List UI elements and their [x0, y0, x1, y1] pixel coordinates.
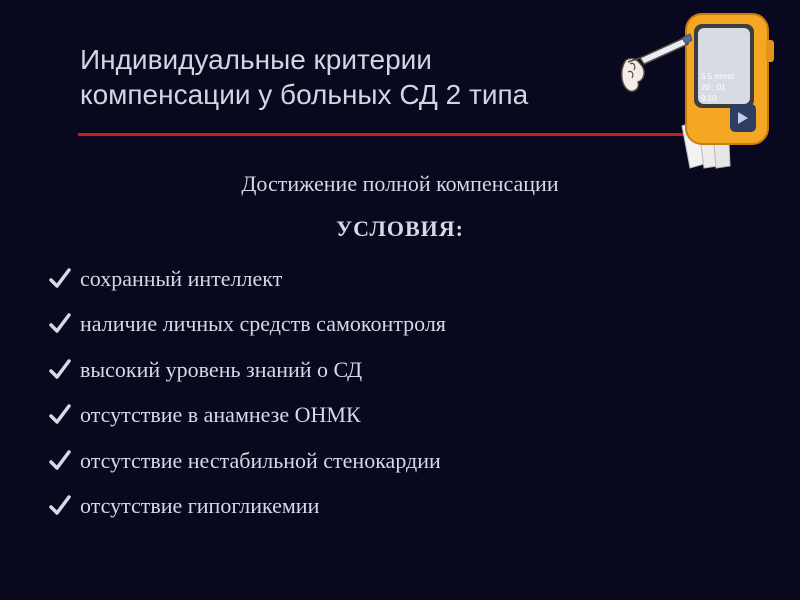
- check-mark-icon: [48, 312, 72, 336]
- slide-title-line-1: Индивидуальные критерии: [80, 44, 432, 75]
- hand-with-pen: [622, 34, 692, 91]
- check-mark-icon: [48, 494, 72, 518]
- check-mark-icon: [48, 267, 72, 291]
- conditions-heading: УСЛОВИЯ:: [336, 216, 464, 241]
- list-item: [48, 393, 446, 439]
- subtitle: Достижение полной компенсации: [241, 171, 559, 196]
- meter-date: 9.10: [701, 94, 717, 103]
- list-item: [48, 438, 446, 484]
- meter-reading: 5.5 mmol: [701, 72, 734, 81]
- check-mark-icon: [48, 403, 72, 427]
- list-item: [48, 302, 446, 348]
- title-divider: [78, 133, 690, 136]
- slide-title: [80, 42, 528, 112]
- list-item: [48, 484, 446, 530]
- list-item-text: отсутствие нестабильной стенокардии: [80, 447, 441, 473]
- check-mark-icon: [48, 449, 72, 473]
- list-item: [48, 256, 446, 302]
- slide-title-line-2: компенсации у больных СД 2 типа: [80, 79, 529, 110]
- glucose-meter-icon: [600, 8, 790, 178]
- meter-time: 20 : 01: [701, 83, 726, 92]
- list-item-text: отсутствие гипогликемии: [80, 493, 320, 519]
- list-item-text: высокий уровень знаний о СД: [80, 356, 363, 382]
- list-item-text: отсутствие в анамнезе ОНМК: [80, 402, 361, 428]
- list-item-text: наличие личных средств самоконтроля: [80, 311, 446, 337]
- check-mark-icon: [48, 358, 72, 382]
- list-item: [48, 347, 446, 393]
- conditions-list: [48, 256, 446, 529]
- list-item-text: сохранный интеллект: [80, 265, 283, 291]
